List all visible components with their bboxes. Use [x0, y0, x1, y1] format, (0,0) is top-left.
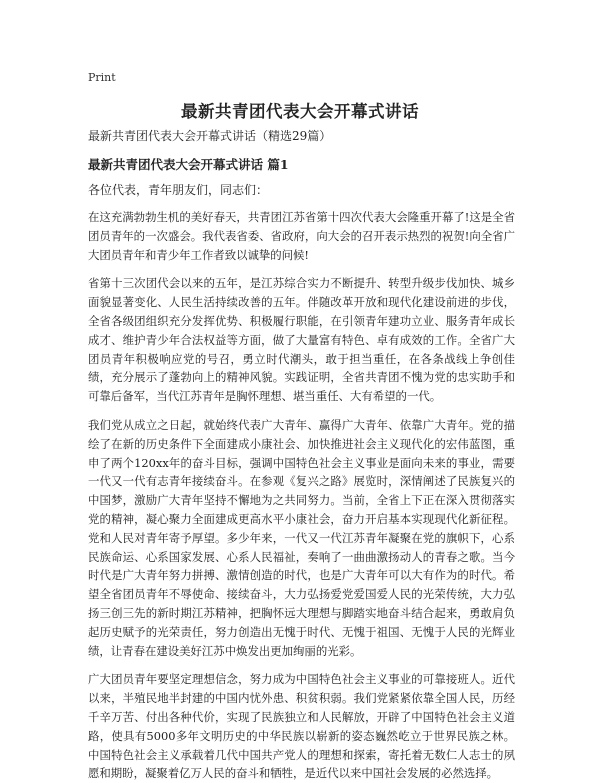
paragraph: 在这充满勃勃生机的美好春天，共青团江苏省第十四次代表大会隆重开幕了!这是全省团员青年的一次盛会。我代表省委、省政府，向大会的召开表示热烈的祝贺!向全省广大团员青年和青少年工作者致以诚挚的问候! [88, 210, 515, 262]
paragraph: 广大团员青年要坚定理想信念，努力成为中国特色社会主义事业的可靠接班人。近代以来，半殖民地半封建的中国内忧外患、积贫积弱。我们党紧紧依靠全国人民，历经千辛万苦、付出各种代价，实现了民族独立和人民解放，开辟了中国特色社会主义道路，使具有5000多年文明历史的中华民族以崭新的姿态巍然屹立于世界民族之林。中国特色社会主义承载着几代中国共产党人的理想和探索，寄托着无数仁人志士的夙愿和期盼，凝聚着亿万人民的奋斗和牺牲，是近代以来中国社会发展的必然选择。 [88, 672, 515, 781]
paragraph: 省第十三次团代会以来的五年，是江苏综合实力不断提升、转型升级步伐加快、城乡面貌显著变化、人民生活持续改善的五年。伴随改革开放和现代化建设前进的步伐，全省各级团组织充分发挥优势、积极履行职能，在引领青年建功立业、服务青年成长成才、维护青少年合法权益等方面，做了大量富有特色、卓有成效的工作。全省广大团员青年积极响应党的号召，勇立时代潮头，敢于担当重任，在各条战线上争创佳绩，充分展示了蓬勃向上的精神风貌。实践证明，全省共青团不愧为党的忠实助手和可靠后备军，当代江苏青年是胸怀理想、堪当重任、大有希望的一代。 [88, 276, 515, 404]
document-title: 最新共青团代表大会开幕式讲话 [181, 102, 419, 121]
document-subtitle: 最新共青团代表大会开幕式讲话（精选29篇） [88, 129, 332, 143]
section-heading: 最新共青团代表大会开幕式讲话 篇1 [88, 157, 289, 172]
document-body [88, 126, 515, 783]
paragraph: 我们党从成立之日起，就始终代表广大青年、赢得广大青年、依靠广大青年。党的描绘了在新的历史条件下全面建成小康社会、加快推进社会主义现代化的宏伟蓝图，重申了两个120xx年的奋斗目标，强调中国特色社会主义事业是面向未来的事业，需要一代又一代有志青年接续奋斗。在参观《复兴之路》展览时，深情阐述了民族复兴的中国梦，激励广大青年坚持不懈地为之共同努力。当前，全省上下正在深入贯彻落实党的精神，凝心聚力全面建成更高水平小康社会，奋力开启基本实现现代化新征程。党和人民对青年寄予厚望。多少年来，一代又一代江苏青年凝聚在党的旗帜下，心系民族命运、心系国家发展、心系人民福祉，奏响了一曲曲激扬动人的青春之歌。当今时代是广大青年努力拼搏、激情创造的时代，也是广大青年可以大有作为的时代。希望全省团员青年不辱使命、接续奋斗，大力弘扬爱党爱国爱人民的光荣传统，大力弘扬三创三先的新时期江苏精神，把胸怀远大理想与脚踏实地奋斗结合起来，勇敢肩负起历史赋予的光荣责任，努力创造出无愧于时代、无愧于祖国、无愧于人民的光辉业绩，让青春在建设美好江苏中焕发出更加绚丽的光彩。 [88, 417, 515, 658]
print-link[interactable]: Print [88, 71, 116, 84]
greeting: 各位代表，青年朋友们，同志们： [88, 183, 269, 197]
